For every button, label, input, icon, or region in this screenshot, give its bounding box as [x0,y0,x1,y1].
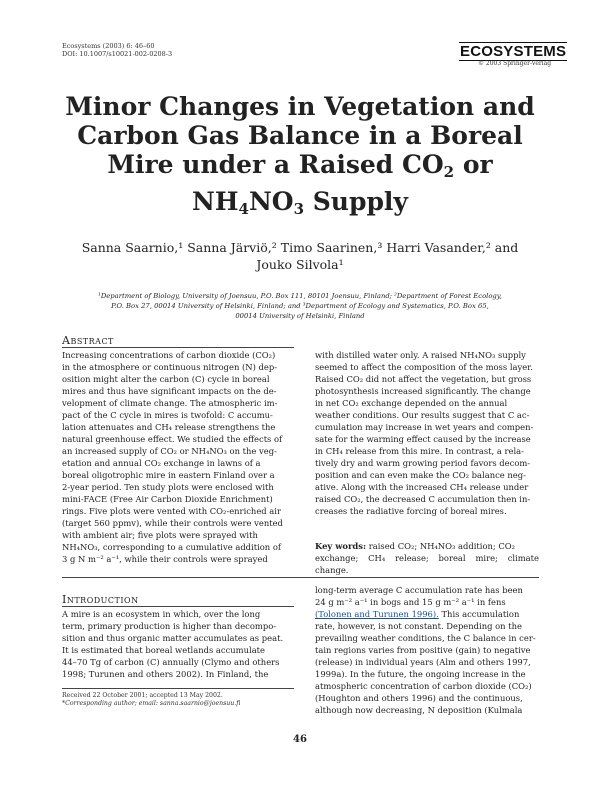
title-line-4: NH4NO3 Supply [192,187,408,218]
footnote-rule [62,688,294,689]
doi: DOI: 10.1007/s10021-002-0208-3 [62,50,173,58]
copyright: © 2003 Springer-Verlag [478,60,552,67]
intro-right-column: long-term average C accumulation rate has been 24 g m⁻² a⁻¹ in bogs and 15 g m⁻² a⁻¹ in fens (Tolonen and Turunen 1996). This accumulation rate, however, is not constant. Depending on the prevailing weather conditions, the C balance in cer- tain regions varies from positive (gain) to negative (release) in individual years (Alm and others 1997, 1999a). In the future, the ongoing increase in the atmospheric concentration of carbon dioxide (CO₂) (Houghton and others 1996) and the continuous, although now decreasing, N deposition (Kulmala [315,585,536,715]
abstract-left-column: Increasing concentrations of carbon dioxide (CO₂) in the atmosphere or continuous nitrogen (N) dep- osition might alter the carbon (C) cycle in boreal mires and thus have significant impacts on the de- velopment of climate change. The atmospheric im- pact of the C cycle in mires is twofold: C accumu- lation attenuates and CH₄ release strengthens the natural greenhouse effect. We studied the effects of an increased supply of CO₂ or NH₄NO₃ on the veg- etation and annual CO₂ exchange in lawns of a boreal oligotrophic mire in eastern Finland over a 2-year period. Ten study plots were enclosed with mini-FACE (Free Air Carbon Dioxide Enrichment) rings. Five plots were vented with CO₂-enriched air (target 560 ppmv), while their controls were vented with ambient air; five plots were sprayed with NH₄NO₃, corresponding to a cumulative addition of 3 g N m⁻² a⁻¹, while their controls were sprayed [62,350,283,564]
page-number: 46 [293,734,307,745]
keywords: Key words: raised CO₂; NH₄NO₃ addition; CO₂ exchange; CH₄ release; boreal mire; climate change. [315,541,539,575]
title-line-2: Carbon Gas Balance in a Boreal [77,121,523,150]
authors-line-2: Jouko Silvola¹ [256,257,344,272]
footnote-received: Received 22 October 2001; accepted 13 May 2002. [62,692,223,699]
affiliations [72,291,528,321]
introduction-heading: Introduction [62,593,139,606]
abstract-rule [62,347,294,348]
abstract-right-column: with distilled water only. A raised NH₄NO₃ supply seemed to affect the composition of the moss layer. Raised CO₂ did not affect the vegetation, but gross photosynthesis increased significantly. The change in net CO₂ exchange depended on the annual weather conditions. Our results suggest that C ac- cumulation may increase in wet years and compen- sate for the warming effect caused by the increase in CH₄ release from this mire. In contrast, a rela- tively dry and warm growing period favors decom- position and can even make the CO₂ balance neg- ative. Along with the increased CH₄ release under raised CO₂, the decreased C accumulation then in- creases the radiative forcing of boreal mires. [315,350,534,516]
affiliation-line: ¹Department of Biology, University of Joensuu, P.O. Box 111, 80101 Joensuu, Finland; ²Department of Forest Ecology, [98,292,502,300]
abstract-heading: Abstract [62,334,114,347]
introduction-rule [62,606,294,607]
affiliation-line: 00014 University of Helsinki, Finland [235,312,365,320]
keywords-label: Key words: [315,541,367,551]
journal-citation: Ecosystems (2003) 6: 46–60 [62,42,155,50]
title-line-3: Mire under a Raised CO2 or [107,150,493,181]
footnote-corresponding: *Corresponding author; email: sanna.saarnio@joensuu.fi [62,700,241,707]
citation-link-tolonen[interactable]: (Tolonen and Turunen 1996). [315,609,439,619]
title-line-1: Minor Changes in Vegetation and [65,92,535,121]
journal-logo: ECOSYSTEMS [460,43,567,60]
authors-line-1: Sanna Saarnio,¹ Sanna Järviö,² Timo Saarinen,³ Harri Vasander,² and [81,240,519,255]
section-divider [62,577,539,578]
author-list [40,239,560,273]
intro-left-column: A mire is an ecosystem in which, over the long term, primary production is higher than decompo- sition and thus organic matter accumulates as peat. It is estimated that boreal wetlands accumulate 44–70 Tg of carbon (C) annually (Clymo and others 1998; Turunen and others 2002). In Finland, the [62,609,284,679]
affiliation-line: P.O. Box 27, 00014 University of Helsinki, Finland; and ³Department of Ecology and Systematics, P.O. Box 65, [111,302,489,310]
article-title [40,92,560,224]
